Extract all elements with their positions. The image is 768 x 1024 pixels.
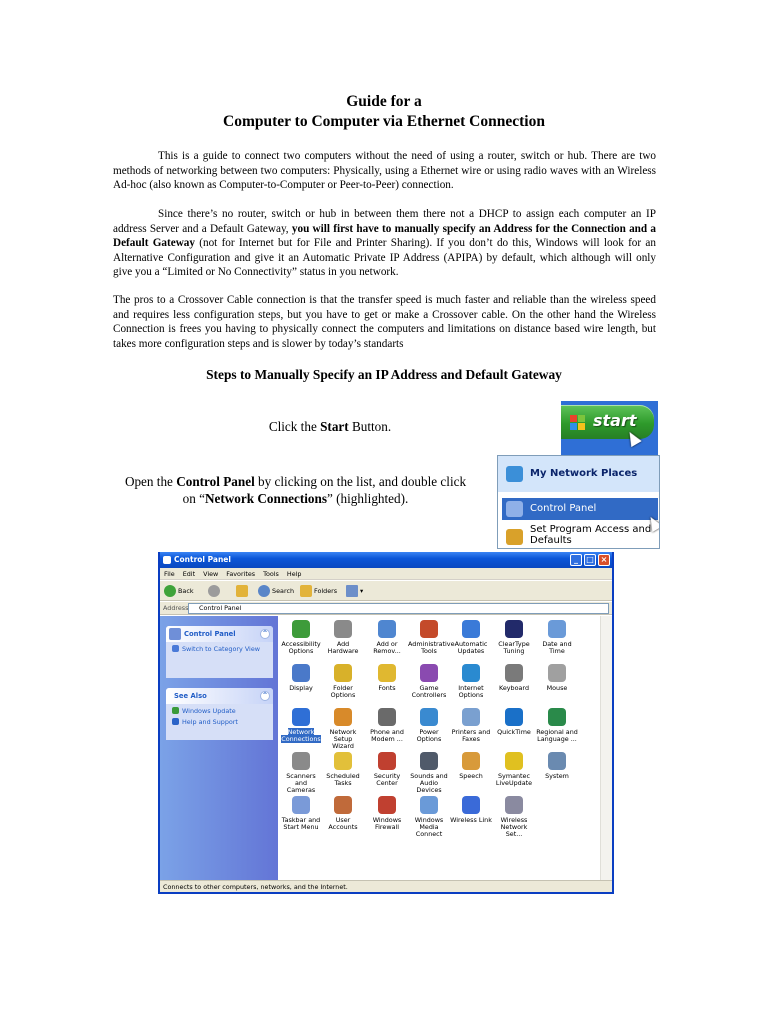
cp-item-keyboard[interactable] bbox=[493, 664, 535, 692]
minimize-button[interactable]: _ bbox=[570, 554, 582, 566]
cp-item-mouse[interactable] bbox=[536, 664, 578, 692]
cp-item-label: Speech bbox=[459, 772, 483, 780]
address-field[interactable]: Control Panel bbox=[188, 603, 609, 614]
cp-item-label: Symantec LiveUpdate bbox=[495, 772, 533, 788]
menu-tools[interactable]: Tools bbox=[263, 570, 279, 578]
switch-view-icon bbox=[172, 645, 179, 652]
menu-item-control-panel[interactable] bbox=[502, 498, 658, 520]
doc-title-line2: Computer to Computer via Ethernet Connection bbox=[223, 113, 545, 130]
cp-item-cleartype-tuning[interactable] bbox=[493, 620, 535, 655]
cp-item-internet-options[interactable] bbox=[450, 664, 492, 699]
cp-item-label: Regional and Language ... bbox=[536, 728, 578, 744]
program-access-icon bbox=[506, 529, 523, 545]
step-cp-pre: Open the bbox=[124, 474, 177, 489]
cp-item-label: Accessibility Options bbox=[281, 640, 321, 656]
cp-item-label: Wireless Network Set... bbox=[500, 816, 528, 839]
switch-category-view-link[interactable] bbox=[166, 642, 273, 656]
cp-item-symantec-liveupdate[interactable] bbox=[493, 752, 535, 787]
cp-item-administrative-tools[interactable] bbox=[408, 620, 455, 656]
windows-update-label: Windows Update bbox=[182, 707, 236, 715]
forward-arrow-icon bbox=[208, 585, 220, 597]
window-title: Control Panel bbox=[174, 555, 231, 564]
windows-firewall-icon bbox=[378, 796, 396, 814]
paragraph-dhcp-text-b: (not for Internet but for File and Printer Sharing). If you don’t do this, Windows will look for an Alternative Configuration and give it an Automatic Private IP Address (APIPA) by default, which although will only give you a “Limited or No Connectivity” status in you network. bbox=[113, 237, 656, 279]
network-setup-wizard-icon bbox=[334, 708, 352, 726]
step-start-post: Button. bbox=[348, 419, 392, 434]
step-start bbox=[230, 418, 430, 435]
cp-item-label: ClearType Tuning bbox=[498, 640, 530, 656]
menu-item-my-network-places[interactable] bbox=[502, 463, 658, 485]
paragraph-pros: The pros to a Crossover Cable connection is that the transfer speed is much faster and reliable than the wireless speed and requires less configuration steps, but you have to get or make a Crossover cable. On the other hand the Wireless Connection is frees you having to physically connect the computers and limitations on distance based wire length, but takes more configuration steps and is slower by today’s standarts bbox=[113, 294, 656, 350]
cp-item-label: Scanners and Cameras bbox=[286, 772, 316, 795]
display-icon bbox=[292, 664, 310, 682]
fonts-icon bbox=[378, 664, 396, 682]
icon-view bbox=[278, 616, 600, 880]
cp-item-windows-media-connect[interactable] bbox=[408, 796, 450, 839]
cp-item-accessibility-options[interactable] bbox=[280, 620, 322, 655]
doc-title-line1: Guide for a bbox=[346, 93, 422, 110]
step-cp-post: ” (highlighted). bbox=[327, 491, 409, 506]
scheduled-tasks-icon bbox=[334, 752, 352, 770]
step-control-panel bbox=[118, 473, 473, 507]
cp-item-fonts[interactable] bbox=[366, 664, 408, 692]
folders-label: Folders bbox=[314, 587, 338, 595]
back-label: Back bbox=[178, 587, 194, 595]
help-support-link[interactable] bbox=[166, 718, 273, 729]
start-button[interactable] bbox=[561, 405, 654, 439]
start-button-image bbox=[561, 401, 658, 455]
step-cp-bold1: Control Panel bbox=[176, 474, 255, 489]
cp-item-label: Fonts bbox=[378, 684, 396, 692]
cp-item-label: Add Hardware bbox=[327, 640, 359, 656]
menu-item-label: Set Program Access and Defaults bbox=[530, 524, 652, 546]
address-label: Address bbox=[163, 604, 189, 612]
search-label: Search bbox=[272, 587, 295, 595]
control-panel-window bbox=[158, 552, 614, 894]
cp-item-wireless-network-set[interactable] bbox=[493, 796, 535, 839]
cp-item-label: Mouse bbox=[546, 684, 568, 692]
cp-item-quicktime[interactable] bbox=[493, 708, 535, 736]
start-menu-image bbox=[497, 455, 660, 549]
cp-item-label: Security Center bbox=[373, 772, 401, 788]
task-group-title: Control Panel bbox=[184, 630, 236, 638]
cp-item-scanners-and-cameras[interactable] bbox=[280, 752, 322, 795]
vertical-scrollbar[interactable] bbox=[600, 616, 612, 880]
switch-view-label: Switch to Category View bbox=[182, 645, 260, 653]
cp-item-taskbar-and-start-menu[interactable] bbox=[280, 796, 322, 831]
toolbar bbox=[160, 581, 612, 601]
cp-item-add-hardware[interactable] bbox=[322, 620, 364, 655]
network-connections-icon bbox=[292, 708, 310, 726]
step-start-pre: Click the bbox=[268, 419, 321, 434]
windows-update-link[interactable] bbox=[166, 704, 273, 718]
speech-icon bbox=[462, 752, 480, 770]
add-hardware-icon bbox=[334, 620, 352, 638]
network-places-icon bbox=[506, 466, 523, 482]
wireless-network-set-icon bbox=[505, 796, 523, 814]
cp-item-label: Automatic Updates bbox=[454, 640, 488, 656]
cp-item-date-and-time[interactable] bbox=[536, 620, 578, 655]
close-button[interactable]: × bbox=[598, 554, 610, 566]
paragraph-dhcp-text-a: Since there’s no router, switch or hub in between them there not a DHCP to assign each computer an IP address Server and a Default Gateway, bbox=[113, 208, 656, 235]
menu-item-label: Control Panel bbox=[530, 503, 597, 514]
windows-update-icon bbox=[172, 707, 179, 714]
cp-item-label: User Accounts bbox=[328, 816, 358, 832]
back-button[interactable] bbox=[164, 584, 194, 598]
cp-item-label: QuickTime bbox=[497, 728, 531, 736]
cp-item-network-connections[interactable] bbox=[280, 708, 322, 743]
views-icon bbox=[346, 585, 358, 597]
see-also-group bbox=[166, 688, 273, 740]
cp-item-label: Network Connections bbox=[281, 728, 321, 744]
menu-file[interactable]: File bbox=[164, 570, 175, 578]
menu-edit[interactable]: Edit bbox=[182, 570, 196, 578]
cp-item-label: Phone and Modem ... bbox=[370, 728, 404, 744]
control-panel-task-group bbox=[166, 626, 273, 678]
cp-item-windows-firewall[interactable] bbox=[366, 796, 408, 831]
menu-bar bbox=[160, 568, 612, 580]
search-icon bbox=[258, 585, 270, 597]
menu-help[interactable]: Help bbox=[286, 570, 302, 578]
control-panel-icon bbox=[169, 628, 181, 640]
collapse-chevron-icon[interactable]: ^ bbox=[260, 691, 270, 701]
add-or-remov-icon bbox=[378, 620, 396, 638]
cp-item-label: Display bbox=[289, 684, 313, 692]
quicktime-icon bbox=[505, 708, 523, 726]
cp-item-speech[interactable] bbox=[450, 752, 492, 780]
cp-item-label: Power Options bbox=[416, 728, 442, 744]
cp-item-display[interactable] bbox=[280, 664, 322, 692]
administrative-tools-icon bbox=[420, 620, 438, 638]
folders-button[interactable] bbox=[300, 584, 337, 598]
cp-item-sounds-and-audio-devices[interactable] bbox=[408, 752, 450, 795]
cp-item-label: Add or Remov... bbox=[373, 640, 401, 656]
cp-item-game-controllers[interactable] bbox=[408, 664, 450, 699]
paragraph-dhcp bbox=[113, 207, 656, 280]
cp-item-label: Taskbar and Start Menu bbox=[281, 816, 321, 832]
menu-item-set-program-access[interactable] bbox=[502, 524, 658, 549]
game-controllers-icon bbox=[420, 664, 438, 682]
phone-and-modem-icon bbox=[378, 708, 396, 726]
printers-and-faxes-icon bbox=[462, 708, 480, 726]
status-bar: Connects to other computers, networks, and the Internet. bbox=[160, 880, 612, 892]
paragraph-dhcp-bold: you will first have to manually specify an Address for the Connection and a Default Gateway bbox=[113, 222, 656, 250]
cp-item-label: Windows Firewall bbox=[372, 816, 402, 832]
collapse-chevron-icon[interactable]: ^ bbox=[260, 629, 270, 639]
accessibility-options-icon bbox=[292, 620, 310, 638]
back-arrow-icon bbox=[164, 585, 176, 597]
views-button[interactable]: ▾ bbox=[346, 584, 363, 598]
up-folder-button[interactable] bbox=[236, 584, 248, 598]
forward-button[interactable] bbox=[208, 584, 220, 598]
symantec-liveupdate-icon bbox=[505, 752, 523, 770]
cp-item-label: Keyboard bbox=[498, 684, 530, 692]
cp-item-add-or-remov[interactable] bbox=[366, 620, 408, 655]
task-pane bbox=[160, 616, 278, 880]
cp-item-wireless-link[interactable] bbox=[450, 796, 492, 824]
menu-item-label: My Network Places bbox=[530, 468, 638, 479]
start-button-label: start bbox=[593, 411, 637, 430]
windows-media-connect-icon bbox=[420, 796, 438, 814]
step-cp-mid: by clicking on the list, and double click on “ bbox=[182, 474, 467, 506]
cp-item-regional-and-language[interactable] bbox=[536, 708, 578, 743]
window-titlebar[interactable] bbox=[160, 552, 612, 568]
cp-item-label: Wireless Link bbox=[450, 816, 492, 824]
cp-item-label: Internet Options bbox=[458, 684, 484, 700]
address-bar bbox=[160, 602, 612, 615]
step-cp-bold2: Network Connections bbox=[205, 491, 327, 506]
folder-options-icon bbox=[334, 664, 352, 682]
scanners-and-cameras-icon bbox=[292, 752, 310, 770]
window-icon bbox=[163, 556, 171, 564]
cp-item-system[interactable] bbox=[536, 752, 578, 780]
help-icon bbox=[172, 718, 179, 725]
windows-logo-icon bbox=[570, 415, 586, 431]
power-options-icon bbox=[420, 708, 438, 726]
taskbar-and-start-menu-icon bbox=[292, 796, 310, 814]
up-folder-icon bbox=[236, 585, 248, 597]
automatic-updates-icon bbox=[462, 620, 480, 638]
see-also-title: See Also bbox=[174, 692, 207, 700]
mouse-icon bbox=[548, 664, 566, 682]
menu-favorites[interactable]: Favorites bbox=[226, 570, 256, 578]
user-accounts-icon bbox=[334, 796, 352, 814]
folders-icon bbox=[300, 585, 312, 597]
cp-item-label: Administrative Tools bbox=[408, 640, 455, 656]
security-center-icon bbox=[378, 752, 396, 770]
cp-item-label: Game Controllers bbox=[411, 684, 447, 700]
control-panel-icon bbox=[506, 501, 523, 517]
cp-item-folder-options[interactable] bbox=[322, 664, 364, 699]
paragraph-intro bbox=[113, 149, 656, 193]
cleartype-tuning-icon bbox=[505, 620, 523, 638]
cp-item-power-options[interactable] bbox=[408, 708, 450, 743]
paragraph-intro-text: This is a guide to connect two computers without the need of using a router, switch or hub. There are two methods of networking between two computers: Physically, using a Ethernet wire or using radio waves with an Wireless Ad-hoc (also known as Computer-to-Computer or Peer-to-Peer) connection. bbox=[113, 150, 656, 192]
internet-options-icon bbox=[462, 664, 480, 682]
cp-item-label: Sounds and Audio Devices bbox=[410, 772, 448, 795]
cp-item-label: System bbox=[545, 772, 569, 780]
task-group-header[interactable] bbox=[166, 626, 273, 642]
step-start-bold: Start bbox=[320, 419, 349, 434]
sounds-and-audio-devices-icon bbox=[420, 752, 438, 770]
help-support-label: Help and Support bbox=[182, 718, 238, 726]
menu-view[interactable]: View bbox=[203, 570, 219, 578]
cp-item-label: Network Setup Wizard bbox=[329, 728, 357, 751]
wireless-link-icon bbox=[462, 796, 480, 814]
cp-item-label: Windows Media Connect bbox=[414, 816, 444, 839]
see-also-header[interactable] bbox=[166, 688, 273, 704]
cp-item-scheduled-tasks[interactable] bbox=[322, 752, 364, 787]
keyboard-icon bbox=[505, 664, 523, 682]
steps-heading: Steps to Manually Specify an IP Address and Default Gateway bbox=[206, 367, 562, 382]
cp-item-label: Printers and Faxes bbox=[451, 728, 491, 744]
cp-item-automatic-updates[interactable] bbox=[450, 620, 492, 655]
cp-item-phone-and-modem[interactable] bbox=[366, 708, 408, 743]
cp-item-network-setup-wizard[interactable] bbox=[322, 708, 364, 751]
cp-item-printers-and-faxes[interactable] bbox=[450, 708, 492, 743]
system-icon bbox=[548, 752, 566, 770]
cp-item-security-center[interactable] bbox=[366, 752, 408, 787]
cp-item-label: Date and Time bbox=[542, 640, 572, 656]
regional-and-language-icon bbox=[548, 708, 566, 726]
date-and-time-icon bbox=[548, 620, 566, 638]
maximize-button[interactable]: □ bbox=[584, 554, 596, 566]
cp-item-label: Scheduled Tasks bbox=[326, 772, 360, 788]
cp-item-label: Folder Options bbox=[330, 684, 356, 700]
search-button[interactable] bbox=[258, 584, 294, 598]
cp-item-user-accounts[interactable] bbox=[322, 796, 364, 831]
